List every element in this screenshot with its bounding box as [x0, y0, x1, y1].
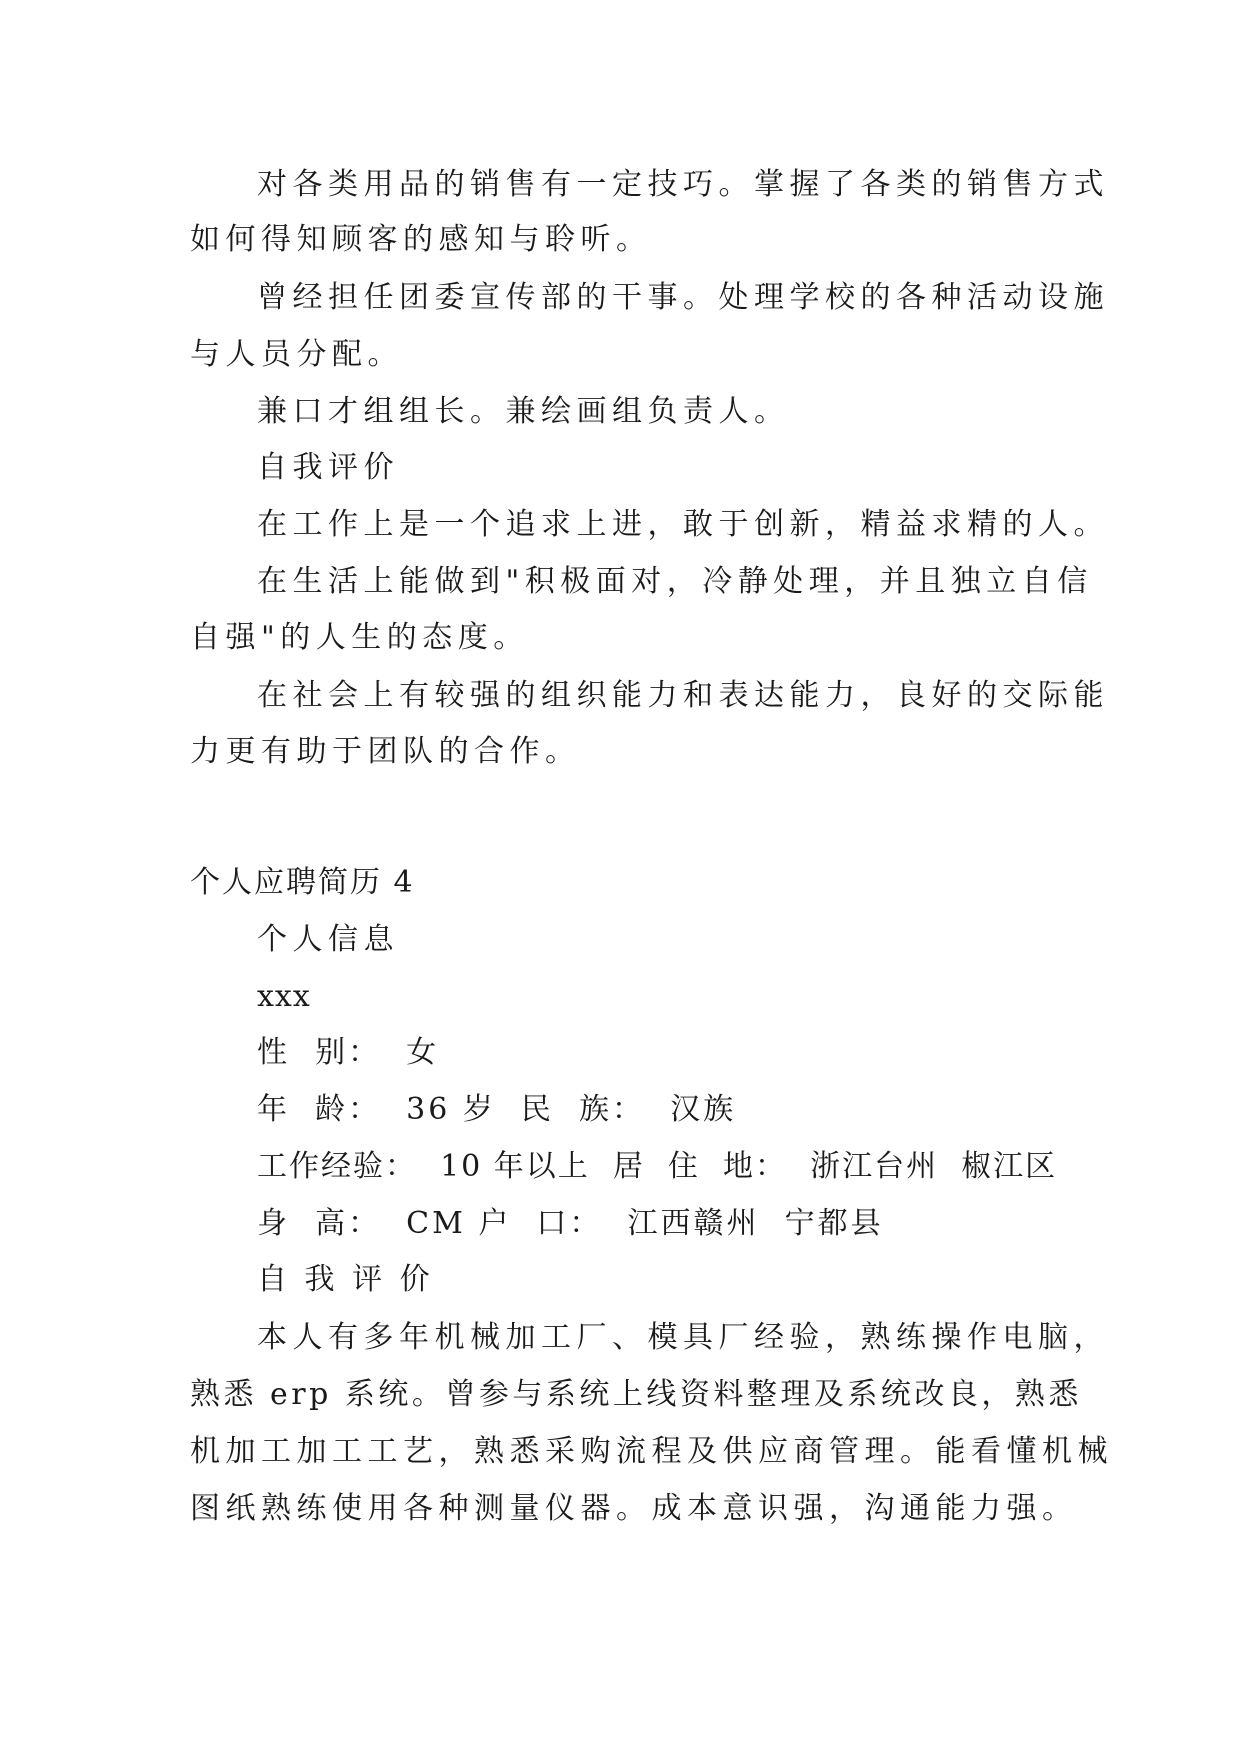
resume-4-title: 个人应聘简历 4 — [190, 865, 415, 900]
section-personal-info: 个人信息 — [257, 922, 399, 957]
self-eval-line3: 机加工加工工艺，熟悉采购流程及供应商管理。能看懂机械 — [190, 1434, 1113, 1469]
paragraph-social-ability-line1: 在社会上有较强的组织能力和表达能力，良好的交际能 — [257, 678, 1109, 713]
paragraph-sales-skill-line2: 如何得知顾客的感知与聆听。 — [190, 222, 652, 257]
self-eval-line4: 图纸熟练使用各种测量仪器。成本意识强，沟通能力强。 — [190, 1491, 1078, 1526]
self-eval-line1: 本人有多年机械加工厂、模具厂经验，熟练操作电脑， — [257, 1320, 1109, 1355]
paragraph-league-line2: 与人员分配。 — [190, 337, 403, 372]
paragraph-group-leader: 兼口才组组长。兼绘画组负责人。 — [257, 394, 790, 429]
field-experience-residence: 工作经验： 10 年以上 居 住 地： 浙江台州 椒江区 — [257, 1149, 1058, 1184]
paragraph-life-attitude-line2: 自强"的人生的态度。 — [190, 620, 529, 655]
paragraph-life-attitude-line1: 在生活上能做到"积极面对，冷静处理，并且独立自信 — [257, 564, 1093, 599]
section-self-evaluation: 自 我 评 价 — [257, 1262, 434, 1297]
field-height-hukou: 身 高： CM 户 口： 江西赣州 宁都县 — [257, 1206, 884, 1241]
field-age-ethnicity: 年 龄： 36 岁 民 族： 汉族 — [257, 1092, 737, 1127]
paragraph-social-ability-line2: 力更有助于团队的合作。 — [190, 734, 581, 769]
paragraph-league-line1: 曾经担任团委宣传部的干事。处理学校的各种活动设施 — [257, 280, 1109, 315]
paragraph-sales-skill-line1: 对各类用品的销售有一定技巧。掌握了各类的销售方式 — [257, 167, 1109, 202]
heading-self-evaluation: 自我评价 — [257, 450, 399, 485]
paragraph-work-attitude: 在工作上是一个追求上进，敢于创新，精益求精的人。 — [257, 507, 1109, 542]
field-gender: 性 别： 女 — [257, 1035, 440, 1070]
field-name: xxx — [257, 979, 311, 1014]
self-eval-line2: 熟悉 erp 系统。曾参与系统上线资料整理及系统改良，熟悉 — [190, 1377, 1082, 1412]
